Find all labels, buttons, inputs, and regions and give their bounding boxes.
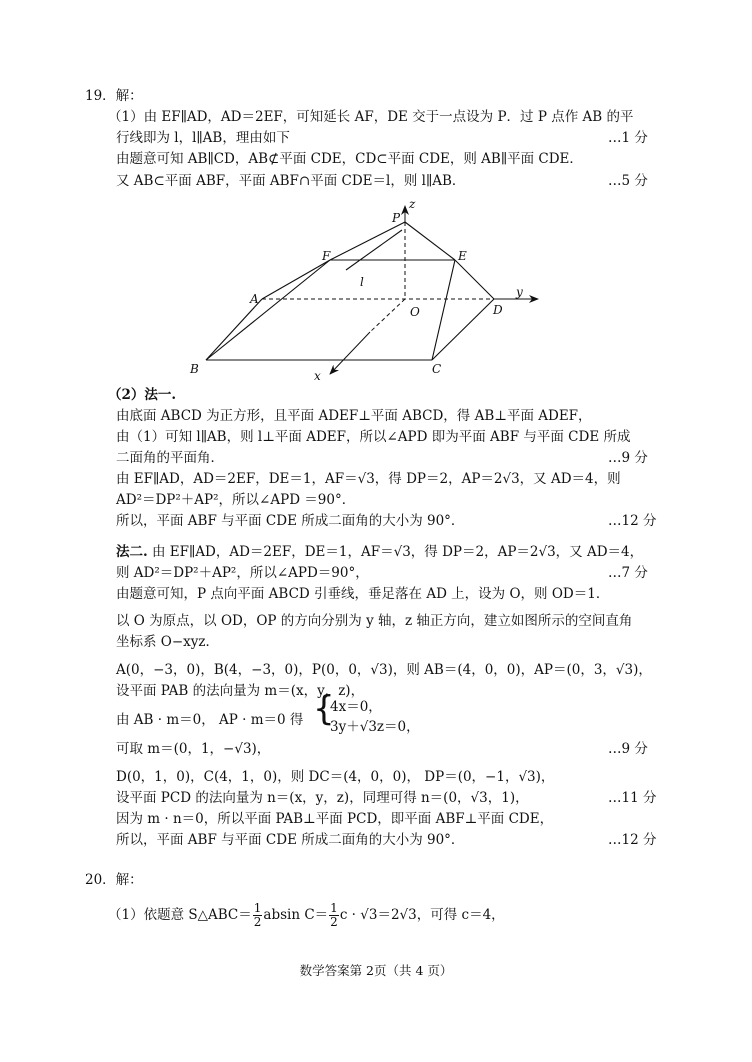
p19-system-eq1: 4x＝0， [330,699,382,715]
dashed-edges [262,222,494,332]
p19-m1-line2: 由（1）可知 l∥AB，则 l⊥平面 ADEF，所以∠APD 即为平面 ABF 与平面 CDE 所成 [116,429,631,445]
p19-part1-line4: 又 AB⊂平面 ABF，平面 ABF∩平面 CDE＝l，则 l∥AB． [116,173,466,189]
p19-part1-line2: 行线即为 l，l∥AB，理由如下 [116,130,290,146]
p19-m2-line3: 由题意可知，P 点向平面 ABCD 引垂线，垂足落在 AD 上，设为 O，则 OD＝1． [116,586,610,602]
p19-m1-line6: 所以，平面 ABF 与平面 CDE 所成二面角的大小为 90°． [116,513,465,529]
edge-A-F [262,260,330,299]
problem-19-head: 解： [115,88,143,104]
p19-part1-line3: 由题意可知 AB∥CD，AB⊄平面 CDE，CD⊂平面 CDE，则 AB∥平面 CDE． [116,151,583,167]
p19-m2-heading: 法二. [116,544,148,560]
label-D: D [493,303,503,317]
p19-m2-line7: 设平面 PAB 的法向量为 m＝(x，y，z)， [116,683,365,699]
p20-mid: absin C＝ [263,907,329,923]
edge-A-B [206,299,262,360]
p19-score-9b: …9 分 [608,741,648,757]
p19-score-1: …1 分 [608,130,648,146]
p19-system-eq2: 3y＋√3z＝0， [330,719,420,735]
fraction-half-2 [329,902,339,929]
x-axis [330,332,370,374]
edge-P-E [405,222,455,260]
p19-score-11: …11 分 [608,790,657,806]
p19-part1-line1: （1）由 EF∥AD，AD＝2EF，可知延长 AF，DE 交于一点设为 P．过 P 点作 AB 的平 [108,109,634,125]
problem-20-header [85,871,143,889]
p19-score-12a: …12 分 [608,513,657,529]
fraction-half-1 [253,902,263,929]
edge-C-D [432,299,494,360]
label-C: C [432,362,442,376]
p20-post: c · √3＝2√3，可得 c＝4， [339,907,505,923]
p19-m2-line11: 设平面 PCD 的法向量为 n＝(x，y，z)，同理可得 n＝(0，√3，1)， [116,790,529,806]
line-l [346,230,402,270]
edge-E-C [432,260,455,360]
label-l: l [360,275,364,289]
problem-19-number: 19． [85,88,116,104]
p20-line1 [108,900,505,930]
p19-m2-line12: 因为 m · n＝0，所以平面 PAB⊥平面 PCD，即平面 ABF⊥平面 CDE， [116,811,554,827]
p19-score-12b: …12 分 [608,832,657,848]
system-brace: { [313,689,335,729]
label-E: E [458,249,467,263]
edge-F-B [206,260,330,360]
label-y: y [516,285,523,299]
p19-m1-line3: 二面角的平面角． [116,450,224,466]
label-O: O [410,305,420,319]
edge-E-D [455,260,494,299]
x-axis-dashed [370,299,405,332]
p19-m2-line5: 坐标系 O−xyz． [116,634,220,650]
problem-20-head: 解： [115,872,143,888]
frac-num: 1 [253,901,262,915]
label-F: F [322,249,331,263]
p19-part2-heading: （2）法一. [108,387,177,403]
label-P: P [392,211,401,225]
frac-den: 2 [330,915,338,929]
axes [330,206,538,374]
page-footer: 数学答案第 2页（共 4 页） [299,963,453,978]
p19-m2-line1-text: 由 EF∥AD，AD＝2EF，DE＝1，AF＝√3，得 DP＝2，AP＝2√3，又 AD＝4， [152,544,644,560]
label-z: z [409,197,416,211]
p19-m1-line5: AD²＝DP²＋AP²，所以∠APD ＝90°． [116,492,356,508]
p19-score-5: …5 分 [608,173,648,189]
p19-m1-line4: 由 EF∥AD，AD＝2EF，DE＝1，AF＝√3，得 DP＝2，AP＝2√3，又 AD＝4，则 [116,471,621,487]
problem-19-header [85,87,143,105]
p19-m2-line6: A(0，−3，0)，B(4，−3，0)，P(0，0，√3)，则 AB＝(4，0，0)，AP＝(0，3，√3)， [116,662,652,678]
solid-edges [206,222,494,360]
label-A: A [250,292,259,306]
p19-m2-line8: 由 AB · m＝0， AP · m＝0 得 [116,712,304,728]
p19-m1-line1: 由底面 ABCD 为正方形，且平面 ADEF⊥平面 ABCD，得 AB⊥平面 ADEF， [116,408,592,424]
p19-m2-line13: 所以，平面 ABF 与平面 CDE 所成二面角的大小为 90°． [116,832,465,848]
p19-m2-line4: 以 O 为原点，以 OD，OP 的方向分别为 y 轴，z 轴正方向，建立如图所示的空间直角 [116,613,633,629]
p19-score-9a: …9 分 [608,450,648,466]
p19-m2-line2: 则 AD²＝DP²＋AP²，所以∠APD＝90°， [116,565,369,581]
p19-m2-line1 [116,543,643,561]
p19-m2-line9: 可取 m＝(0，1，−√3)， [116,741,271,757]
p19-m2-line10: D(0，1，0)，C(4，1，0)，则 DC＝(4，0，0)， DP＝(0，−1，√3)， [116,769,555,785]
label-x: x [314,369,321,383]
p19-score-7: …7 分 [608,565,648,581]
frac-den: 2 [253,915,262,929]
problem-20-number: 20． [85,872,116,888]
frac-num: 1 [330,901,338,915]
label-B: B [190,362,199,376]
p20-area-label: （1）依题意 S△ABC＝ [108,907,252,923]
geometry-figure [180,192,560,387]
